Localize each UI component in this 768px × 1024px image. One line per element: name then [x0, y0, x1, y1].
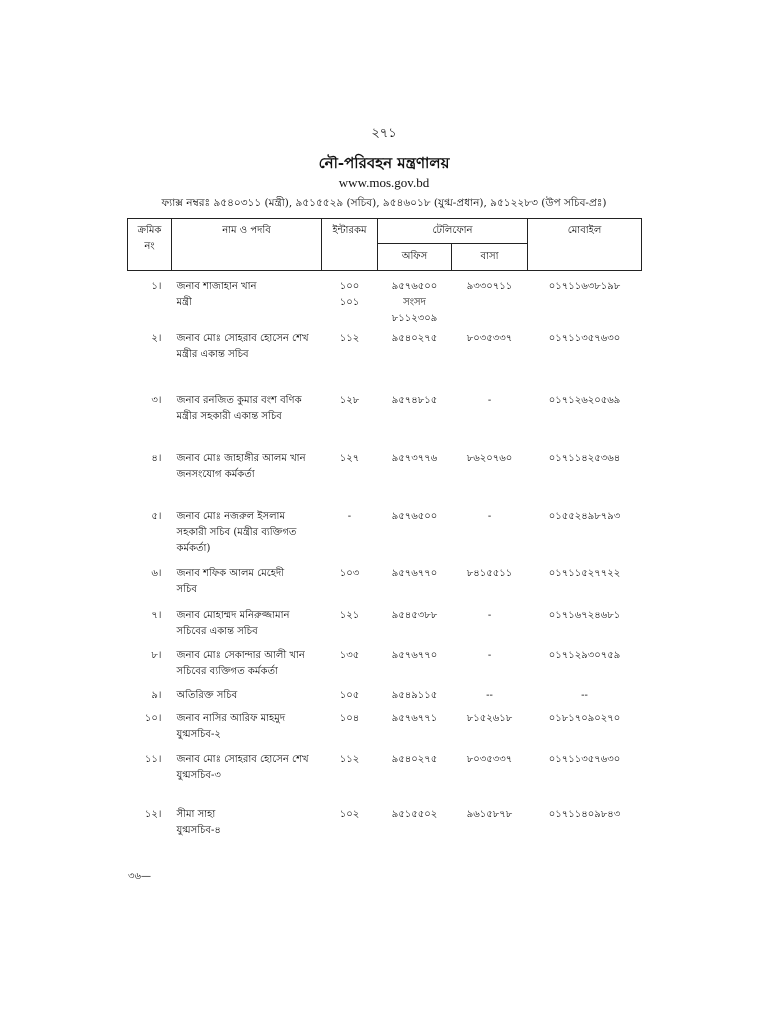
- intercom-number: ১২৭: [339, 452, 360, 464]
- cell-home-phone: [452, 451, 528, 509]
- person-name: জনাব রনজিত কুমার বংশ বণিক: [176, 394, 302, 406]
- person-name: জনাব মোঃ নজরুল ইসলাম: [176, 510, 286, 522]
- cell-name: [172, 807, 322, 847]
- cell-office-phone: [378, 509, 452, 566]
- intercom-number: ১৩৫: [339, 649, 360, 661]
- mobile-number: ০১৭১১৫২৭৭২২: [548, 567, 621, 579]
- designation: সচিবের ব্যক্তিগত কর্মকর্তা: [176, 665, 278, 677]
- serial-number: ৩।: [151, 394, 162, 406]
- header-name-designation: নাম ও পদবি: [172, 219, 322, 271]
- intercom-number: ১২১: [339, 609, 360, 621]
- table-row: [128, 807, 642, 847]
- mobile-number: ০১৭১১৪০৯৮৪৩: [548, 808, 621, 820]
- person-name: জনাব মোঃ জাহাঙ্গীর আলম খান: [176, 452, 306, 464]
- serial-number: ৯।: [151, 689, 162, 701]
- header-telephone: টেলিফোন: [378, 219, 528, 244]
- cell-office-phone: [378, 451, 452, 509]
- cell-office-phone: [378, 711, 452, 752]
- office-phone-2: সংসদ ৮১১২৩০৯: [391, 297, 438, 324]
- cell-serial: [128, 688, 172, 711]
- designation: মন্ত্রীর সহকারী একান্ত সচিব: [176, 410, 282, 422]
- office-phone: ৯৫৭৬৭৭১: [391, 712, 438, 724]
- ministry-title: নৌ-পরিবহন মন্ত্রণালয়: [318, 154, 450, 172]
- person-name: জনাব শফিক আলম মেহেদী: [176, 567, 285, 579]
- serial-number: ১১।: [144, 753, 162, 765]
- contact-directory-table: [127, 218, 642, 847]
- person-name: জনাব শাজাহান খান: [176, 281, 257, 292]
- home-phone: -: [487, 649, 492, 661]
- intercom-number: ১০৩: [339, 567, 360, 579]
- page-number: ২৭১: [371, 126, 397, 141]
- cell-serial: [128, 711, 172, 752]
- home-phone: ৮৪১৫৫১১: [466, 567, 513, 579]
- header-home: বাসা: [452, 244, 528, 271]
- cell-name: [172, 393, 322, 451]
- cell-name: [172, 451, 322, 509]
- cell-home-phone: [452, 752, 528, 807]
- cell-office-phone: [378, 566, 452, 608]
- office-phone: ৯৫৭৪৮১৫: [391, 394, 438, 406]
- cell-serial: [128, 331, 172, 393]
- cell-office-phone: [378, 752, 452, 807]
- intercom-number: ১২৮: [339, 394, 360, 406]
- fax-numbers: ফ্যাক্স নম্বরঃ ৯৫৪০৩১১ (মন্ত্রী), ৯৫১৫৫২৯ (সচিব), ৯৫৪৬০১৮ (যুগ্ম-প্রধান), ৯৫১২২৮৩ (উপ সচিব-প্রঃ): [161, 197, 607, 209]
- office-phone: ৯৫৭৩৭৭৬: [391, 452, 438, 464]
- cell-mobile: [528, 688, 642, 711]
- cell-name: [172, 711, 322, 752]
- designation: যুগ্মসচিব-৪: [176, 824, 221, 836]
- cell-intercom: [322, 648, 378, 688]
- office-phone: ৯৫৪৯১১৫: [391, 689, 438, 701]
- cell-mobile: [528, 608, 642, 648]
- table-row: [128, 271, 642, 331]
- cell-home-phone: [452, 509, 528, 566]
- home-phone: ৯৬১৫৮৭৮: [466, 808, 513, 820]
- cell-intercom: [322, 566, 378, 608]
- cell-name: [172, 608, 322, 648]
- intercom-number: -: [347, 510, 352, 522]
- cell-mobile: [528, 509, 642, 566]
- cell-office-phone: [378, 807, 452, 847]
- person-name: জনাব নাসির আরিফ মাহমুদ: [176, 712, 286, 724]
- home-phone: ৮০৩৫৩৩৭: [466, 332, 513, 344]
- home-phone: -: [487, 510, 492, 522]
- cell-intercom: [322, 451, 378, 509]
- cell-home-phone: [452, 807, 528, 847]
- home-phone: --: [486, 689, 493, 701]
- intercom-number: ১১২: [339, 753, 360, 765]
- cell-name: [172, 752, 322, 807]
- cell-name: [172, 688, 322, 711]
- cell-mobile: [528, 566, 642, 608]
- designation: জনসংযোগ কর্মকর্তা: [176, 468, 255, 480]
- cell-mobile: [528, 711, 642, 752]
- header-serial: ক্রমিক নং: [128, 219, 172, 271]
- serial-number: ৭।: [151, 609, 162, 621]
- designation: সচিবের একান্ত সচিব: [176, 625, 258, 637]
- table-row: [128, 688, 642, 711]
- office-phone: ৯৫৭৬৭৭০: [391, 567, 438, 579]
- mobile-number: ০১৭১২৬২০৫৬৯: [548, 394, 621, 406]
- website-link[interactable]: www.mos.gov.bd: [338, 175, 430, 190]
- cell-home-phone: [452, 393, 528, 451]
- serial-number: ২।: [151, 332, 162, 344]
- person-name: জনাব মোঃ সোহরাব হোসেন শেখ: [176, 332, 309, 344]
- cell-serial: [128, 752, 172, 807]
- table-row: [128, 509, 642, 566]
- person-name: অতিরিক্ত সচিব: [176, 689, 238, 701]
- mobile-number: ০১৭১৬৭২৪৬৮১: [548, 609, 621, 621]
- cell-name: [172, 509, 322, 566]
- intercom-number: ১০৪: [339, 712, 360, 724]
- table-row: [128, 566, 642, 608]
- cell-serial: [128, 608, 172, 648]
- cell-mobile: [528, 807, 642, 847]
- home-phone: ৯৩৩০৭১১: [466, 281, 513, 292]
- cell-office-phone: [378, 688, 452, 711]
- cell-serial: [128, 451, 172, 509]
- office-phone: ৯৫৪০২৭৫: [391, 332, 438, 344]
- cell-mobile: [528, 271, 642, 331]
- cell-name: [172, 331, 322, 393]
- table-row: [128, 451, 642, 509]
- cell-intercom: [322, 752, 378, 807]
- mobile-number: ০১৭১১৩৫৭৬৩০: [548, 753, 621, 765]
- table-row: [128, 711, 642, 752]
- table-row: [128, 331, 642, 393]
- table-row: [128, 648, 642, 688]
- cell-serial: [128, 648, 172, 688]
- cell-serial: [128, 271, 172, 331]
- cell-home-phone: [452, 711, 528, 752]
- mobile-number: ০১৭১১৪২৫৩৬৪: [548, 452, 621, 464]
- office-phone: ৯৫৭৬৫০০: [391, 510, 438, 522]
- designation: মন্ত্রী: [176, 297, 192, 308]
- serial-number: ৮।: [151, 649, 162, 661]
- header-office: অফিস: [378, 244, 452, 271]
- serial-number: ১০।: [144, 712, 162, 724]
- home-phone: ৮০৩৫৩৩৭: [466, 753, 513, 765]
- cell-office-phone: [378, 393, 452, 451]
- cell-home-phone: [452, 608, 528, 648]
- cell-home-phone: [452, 271, 528, 331]
- cell-intercom: [322, 271, 378, 331]
- home-phone: ৮৬২০৭৬০: [466, 452, 513, 464]
- person-name: সীমা সাহা: [176, 808, 216, 820]
- cell-mobile: [528, 752, 642, 807]
- cell-serial: [128, 393, 172, 451]
- office-phone: ৯৫৭৬৫০০: [391, 281, 438, 292]
- person-name: জনাব মোঃ সেকান্দার আলী খান: [176, 649, 305, 661]
- serial-number: ৬।: [151, 567, 162, 579]
- person-name: জনাব মোঃ সোহরাব হোসেন শেখ: [176, 753, 309, 765]
- designation: যুগ্মসচিব-২: [176, 728, 221, 740]
- cell-intercom: [322, 608, 378, 648]
- serial-number: ৫।: [151, 510, 162, 522]
- cell-mobile: [528, 331, 642, 393]
- table-row: [128, 752, 642, 807]
- cell-intercom: [322, 711, 378, 752]
- designation: মন্ত্রীর একান্ত সচিব: [176, 348, 249, 360]
- intercom-number: ১০০: [339, 281, 360, 292]
- cell-serial: [128, 807, 172, 847]
- home-phone: -: [487, 394, 492, 406]
- designation: সহকারী সচিব (মন্ত্রীর ব্যক্তিগত কর্মকর্তা): [176, 526, 297, 554]
- cell-office-phone: [378, 331, 452, 393]
- office-phone: ৯৫১৫৫০২: [391, 808, 438, 820]
- table-row: [128, 608, 642, 648]
- cell-home-phone: [452, 566, 528, 608]
- office-phone: ৯৫৭৬৭৭০: [391, 649, 438, 661]
- cell-mobile: [528, 451, 642, 509]
- cell-home-phone: [452, 648, 528, 688]
- designation: সচিব: [176, 583, 197, 595]
- cell-name: [172, 566, 322, 608]
- cell-office-phone: [378, 608, 452, 648]
- cell-intercom: [322, 688, 378, 711]
- cell-mobile: [528, 648, 642, 688]
- cell-home-phone: [452, 331, 528, 393]
- mobile-number: --: [581, 689, 588, 701]
- mobile-number: ০১৭১১৩৫৭৬৩০: [548, 332, 621, 344]
- designation: যুগ্মসচিব-৩: [176, 769, 221, 781]
- serial-number: ১।: [151, 281, 162, 292]
- office-phone: ৯৫৪০২৭৫: [391, 753, 438, 765]
- mobile-number: ০১৮১৭০৯০২৭০: [548, 712, 621, 724]
- cell-serial: [128, 509, 172, 566]
- serial-number: ৪।: [151, 452, 162, 464]
- intercom-number-2: ১০১: [339, 297, 360, 308]
- cell-office-phone: [378, 271, 452, 331]
- cell-intercom: [322, 393, 378, 451]
- cell-home-phone: [452, 688, 528, 711]
- office-phone: ৯৫৪৫৩৮৮: [391, 609, 438, 621]
- table-row: [128, 393, 642, 451]
- mobile-number: ০১৭১১৬৩৮১৯৮: [548, 281, 621, 292]
- cell-mobile: [528, 393, 642, 451]
- cell-intercom: [322, 509, 378, 566]
- mobile-number: ০১৭১২৯৩০৭৫৯: [548, 649, 621, 661]
- intercom-number: ১১২: [339, 332, 360, 344]
- home-phone: ৮১৫২৬১৮: [466, 712, 513, 724]
- page-footer: ৩৬—: [128, 871, 152, 882]
- intercom-number: ১০৫: [339, 689, 360, 701]
- home-phone: -: [487, 609, 492, 621]
- cell-intercom: [322, 807, 378, 847]
- cell-name: [172, 271, 322, 331]
- mobile-number: ০১৫৫২৪৯৮৭৯৩: [548, 510, 621, 522]
- header-intercom: ইন্টারকম: [322, 219, 378, 271]
- intercom-number: ১০২: [339, 808, 360, 820]
- cell-office-phone: [378, 648, 452, 688]
- cell-intercom: [322, 331, 378, 393]
- header-mobile: মোবাইল: [528, 219, 642, 271]
- person-name: জনাব মোহাম্মদ মনিরুজ্জামান: [176, 609, 290, 621]
- cell-serial: [128, 566, 172, 608]
- serial-number: ১২।: [144, 808, 162, 820]
- cell-name: [172, 648, 322, 688]
